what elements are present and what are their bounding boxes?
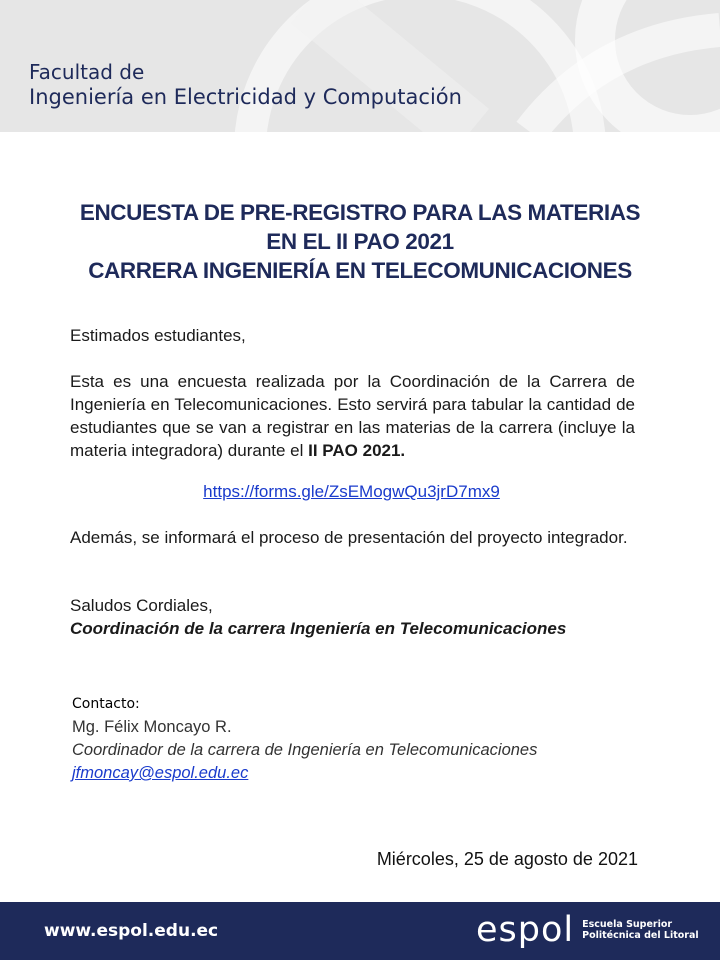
survey-description [70,370,635,462]
faculty-name [29,60,462,110]
form-link[interactable]: https://forms.gle/ZsEMogwQu3jrD7mx9 [203,482,500,501]
espol-logo-mark: espol [476,910,575,950]
faculty-line1: Facultad de [29,60,145,84]
logo-line2: Politécnica del Litoral [582,930,699,941]
document-title [0,198,720,285]
website-link[interactable]: www.espol.edu.ec [44,921,219,941]
header-banner [0,0,720,132]
espol-logo [476,910,699,950]
title-line1: ENCUESTA DE PRE-REGISTRO PARA LAS MATERIAS [79,200,641,225]
contact-role: Coordinador de la carrera de Ingeniería en Telecomunicaciones [72,741,538,759]
survey-description-text: Esta es una encuesta realizada por la Coordinación de la Carrera de Ingeniería en Telecomunicaciones. Esto servirá para tabular la cantidad de estudiantes que se van a registrar en las materias de la carrera (incluye la materia integradora) durante el [70,372,635,460]
contact-label: Contacto: [72,696,140,712]
contact-block [72,693,537,785]
closing: Saludos Cordiales, [70,596,213,615]
contact-email-link[interactable]: jfmoncay@espol.edu.ec [72,764,249,782]
document-date: Miércoles, 25 de agosto de 2021 [376,849,638,869]
survey-period: II PAO 2021. [308,441,406,460]
title-line3: CARRERA INGENIERÍA EN TELECOMUNICACIONES [88,258,632,283]
logo-line1: Escuela Superior [582,919,673,930]
greeting: Estimados estudiantes, [70,326,246,345]
title-line2: EN EL II PAO 2021 [266,229,454,254]
contact-name: Mg. Félix Moncayo R. [72,718,232,736]
espol-logo-text [582,919,699,941]
faculty-line2: Ingeniería en Electricidad y Computación [29,85,462,109]
footer-bar [0,902,720,960]
signature: Coordinación de la carrera Ingeniería en Telecomunicaciones [70,619,567,638]
project-info: Además, se informará el proceso de presentación del proyecto integrador. [70,528,628,547]
